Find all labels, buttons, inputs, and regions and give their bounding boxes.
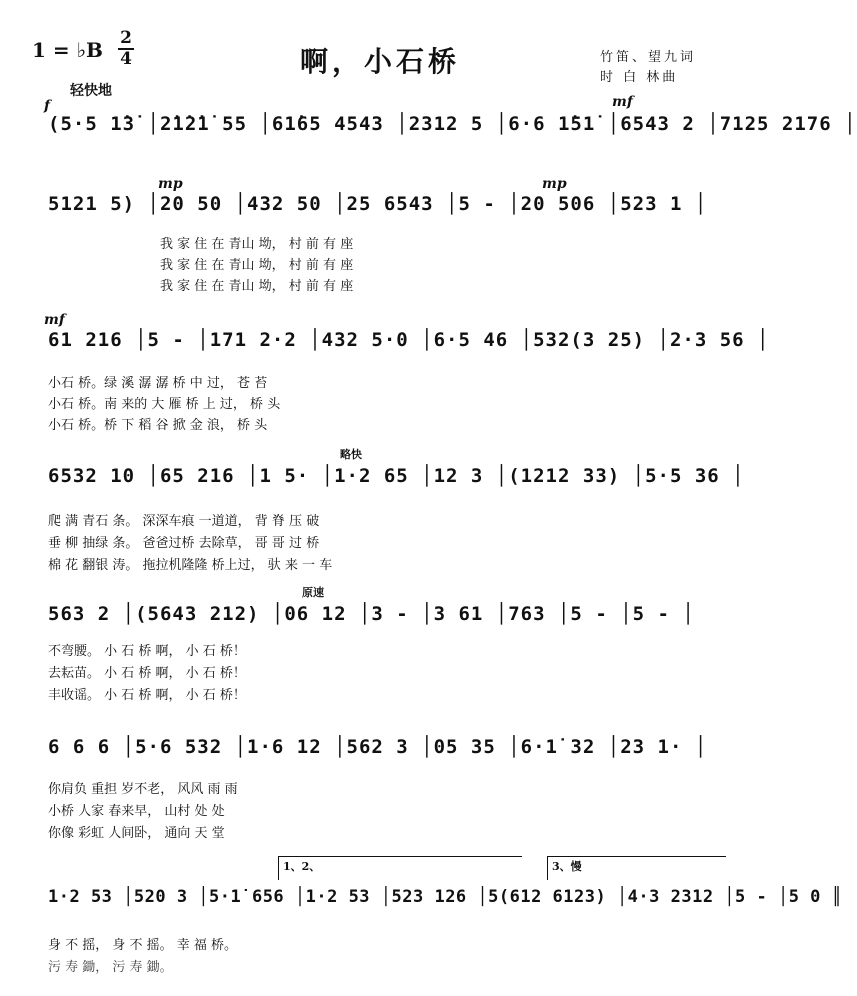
lyric-line: 你肩负 重担 岁不老， 风风 雨 雨 bbox=[48, 782, 238, 797]
lyric-line: 身 不 摇， 身 不 摇。 幸 福 桥。 bbox=[48, 938, 238, 953]
notation-line: 61 216 │5 - │171 2·2 │432 5·0 │6·5 46 │532(3 25) │2·3 56 │ bbox=[48, 329, 770, 351]
lyricist-credit: 竹笛、望九词 bbox=[600, 50, 697, 65]
notation-line: 563 2 │(5643 212) │06 12 │3 - │3 61 │763 │5 - │5 - │ bbox=[48, 603, 695, 625]
lyric-line: 不弯腰。 小 石 桥 啊， 小 石 桥！ bbox=[48, 644, 246, 659]
dynamic-mark: mf bbox=[612, 94, 633, 110]
lyric-line: 丰收谣。 小 石 桥 啊， 小 石 桥！ bbox=[48, 688, 246, 703]
notation-line: 6532 10 │65 216 │1 5· │1·2 65 │12 3 │(1212 33) │5·5 36 │ bbox=[48, 465, 745, 487]
lyric-line: 小石 桥。绿 溪 潺 潺 桥 中 过， 苍 苔 bbox=[48, 376, 268, 391]
lyric-line: 小石 桥。南 来的 大 雁 桥 上 过， 桥 头 bbox=[48, 397, 281, 412]
dynamic-mark: mf bbox=[44, 312, 65, 328]
time-signature-top: 2 bbox=[120, 28, 132, 48]
time-signature-bottom: 4 bbox=[120, 49, 132, 69]
notation-line: 6 6 6 │5·6 532 │1·6 12 │562 3 │05 35 │6·1̇ 32 │23 1· │ bbox=[48, 736, 708, 758]
lyric-line: 小桥 人家 春来早， 山村 处 处 bbox=[48, 804, 225, 819]
volta-bracket-first: 1、2、 bbox=[278, 856, 522, 880]
key-signature: 1 = ♭B bbox=[32, 38, 103, 62]
lyric-line: 你像 彩虹 人间卧， 通向 天 堂 bbox=[48, 826, 225, 841]
lyric-line: 去耘苗。 小 石 桥 啊， 小 石 桥！ bbox=[48, 666, 246, 681]
lyric-line: 我 家 住 在 青山 坳， 村 前 有 座 bbox=[160, 258, 354, 273]
lyric-line: 小石 桥。桥 下 稻 谷 掀 金 浪， 桥 头 bbox=[48, 418, 268, 433]
notation-line: (5·5 1̇3̇ │2̇1̇2̇1̇ 55 │61̇65 4543 │2312 5 │6·6 1̇51̇ │6543 2 │7125 2176 │ bbox=[48, 113, 857, 135]
dynamic-mark: mp bbox=[542, 176, 567, 192]
volta-bracket-second: 3、慢 bbox=[547, 856, 726, 880]
notation-line: 1·2 53 │520 3 │5·1̇ 656 │1·2 53 │523 126 │5(612 6123) │4·3 2312 │5 - │5 0 ║ bbox=[48, 887, 843, 907]
tempo-change: 略快 bbox=[340, 448, 362, 461]
song-title: 啊，小石桥 bbox=[300, 45, 461, 78]
dynamic-mark: mp bbox=[158, 176, 183, 192]
tempo-marking: 轻快地 bbox=[70, 83, 112, 99]
composer-credit: 时 白 林曲 bbox=[600, 70, 679, 85]
lyric-line: 污 寿 鋤， 污 寿 鋤。 bbox=[48, 960, 173, 975]
notation-line: 5121 5) │20 50 │432 50 │25 6543 │5 - │20 506 │523 1 │ bbox=[48, 193, 708, 215]
lyric-line: 我 家 住 在 青山 坳， 村 前 有 座 bbox=[160, 279, 354, 294]
time-signature bbox=[118, 30, 134, 68]
lyric-line: 我 家 住 在 青山 坳， 村 前 有 座 bbox=[160, 237, 354, 252]
tempo-change: 原速 bbox=[302, 586, 324, 599]
lyric-line: 棉 花 翻银 涛。 拖拉机隆隆 桥上过， 驮 来 一 车 bbox=[48, 558, 333, 573]
dynamic-mark: f bbox=[44, 98, 51, 114]
lyric-line: 爬 满 青石 条。 深深车痕 一道道， 背 脊 压 破 bbox=[48, 514, 320, 529]
lyric-line: 垂 柳 抽绿 条。 爸爸过桥 去除草， 哥 哥 过 桥 bbox=[48, 536, 320, 551]
